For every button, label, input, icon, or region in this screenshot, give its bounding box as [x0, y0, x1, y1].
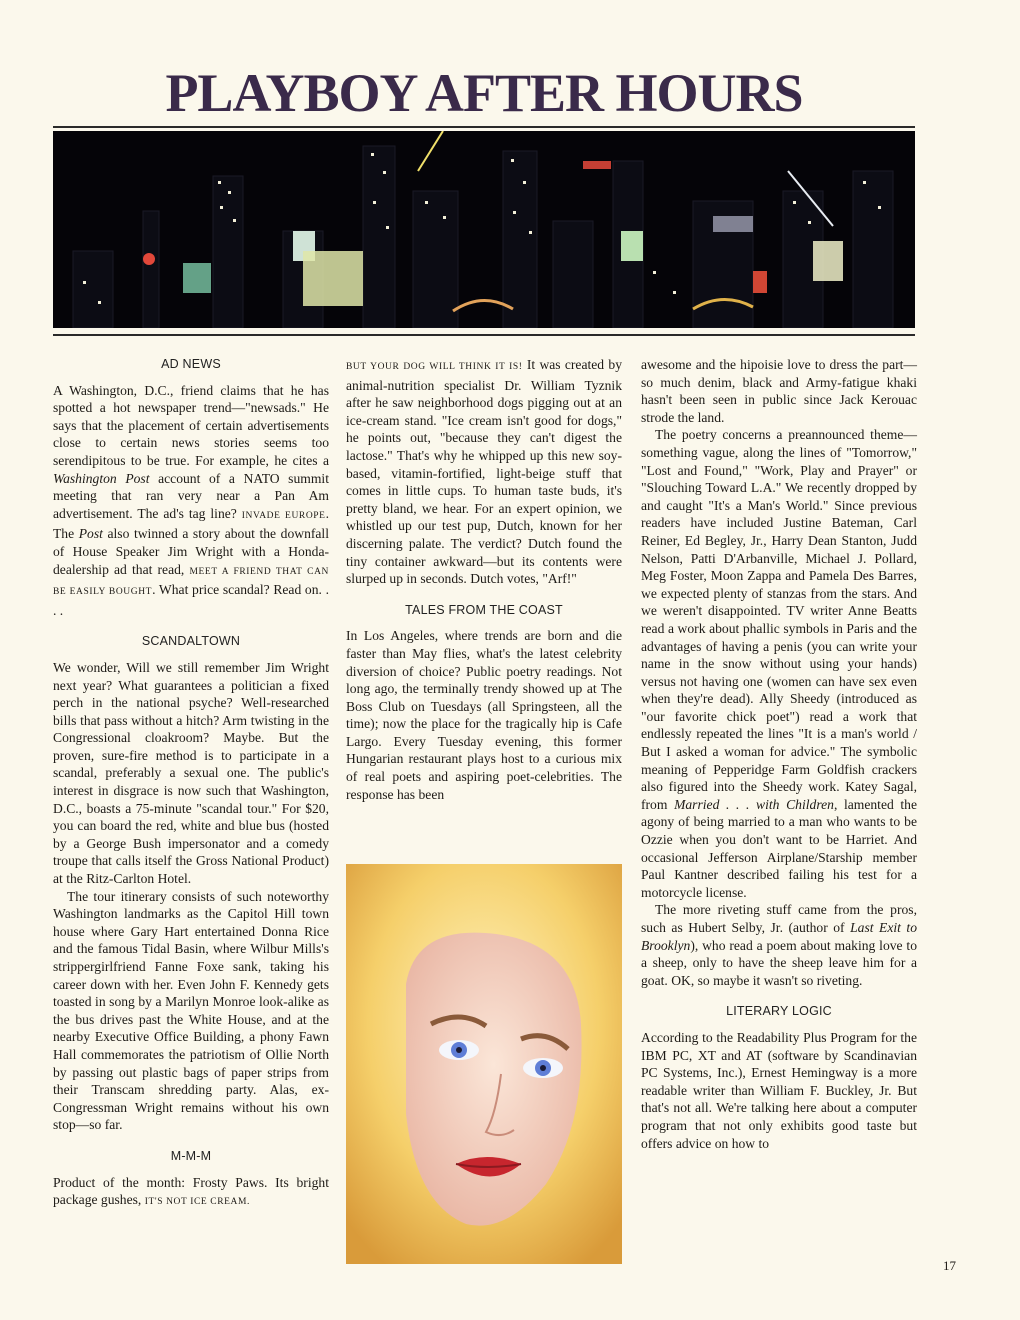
- column-2: [346, 356, 622, 803]
- title-rule-top: [53, 126, 915, 128]
- heading-tales-from-the-coast: TALES FROM THE COAST: [405, 602, 563, 617]
- heading-m-m-m: M-M-M: [170, 1148, 212, 1163]
- literary-logic-paragraph: According to the Readability Plus Program for the IBM PC, XT and AT (software by Scandinavian PC Systems, Inc.), Ernest Hemingway is a more readable writer than William F. Buckley, Jr. But that's not all. We're talking here about a computer program that not only exhibits good taste but offers advice on how to: [641, 1029, 917, 1151]
- page-number: 17: [943, 1258, 956, 1273]
- m-m-m-paragraph: Product of the month: Frosty Paws. Its bright package gushes, IT'S NOT ICE CREAM.: [53, 1174, 329, 1208]
- portrait-illustration: [346, 864, 622, 1264]
- tales-paragraph-2: awesome and the hipoisie love to dress the part—so much denim, black and Army-fatigue khaki hasn't been seen in public since Jack Kerouac strode the land.: [641, 357, 917, 425]
- scandaltown-paragraph-1: We wonder, Will we still remember Jim Wright next year? What guarantees a politician a fixed perch in the national psyche? Well-researched bills that pass without a hitch? Arm twisting in the Congressional cloakroom? Maybe. But the proven, sure-fire method is to participate in a scandal, preferably a sexual one. The public's interest in disgrace is now such that Washington, D.C., boasts a 75-minute "scandal tour." For $20, you can board the red, white and blue bus (hosted by a George Bush impersonator and a comedy troupe that calls itself the Gross National Product) at the Ritz-Carlton Hotel.: [53, 659, 329, 887]
- ad-news-paragraph: A Washington, D.C., friend claims that he has spotted a hot newspaper trend—"newsads." He says that the placement of certain advertisements close to certain news stories seems too serendipitous to be true. For example, he cites a Washington Post account of a NATO summit meeting that ran very near a Pan Am advertisement. The ad's tag line? INVADE EUROPE. The Post also twinned a story about the downfall of House Speaker Jim Wright with a Honda-dealership ad that read, MEET A FRIEND THAT CAN BE EASILY BOUGHT. What price scandal? Read on. . . .: [53, 382, 329, 618]
- column-1: [53, 356, 329, 1212]
- scandaltown-paragraph-2: The tour itinerary consists of such noteworthy Washington landmarks as the Capitol Hill town house where Gary Hart entertained Donna Rice and the famous Tidal Basin, where Wilbur Mills's strippergirlfriend Fanne Foxe sank, taking his career down with her. Even John F. Kennedy gets toasted in song by a Marilyn Monroe look-alike as the bus drives past the White House, and at the nearby Executive Office Building, a phony Fawn Hall commemorates the patriotism of Ollie North by passing out plastic bags of paper strips from their Transcam shredding party. Alas, ex-Congressman Wright remains without his own stop—so far.: [53, 888, 329, 1133]
- heading-ad-news: AD NEWS: [161, 357, 221, 371]
- tales-paragraph-4: The more riveting stuff came from the pros, such as Hubert Selby, Jr. (author of Last Exit to Brooklyn), who read a poem about making love to a sheep, only to have the sheep leave him for a goat. OK, so maybe it wasn't so riveting.: [641, 902, 918, 988]
- title-rule-bottom: [53, 334, 915, 336]
- m-m-m-continued: BUT YOUR DOG WILL THINK IT IS! It was created by animal-nutrition specialist Dr. William Tyznik after he saw neighborhood dogs pigging out at an ice-cream stand. "Ice cream isn't good for dogs," he points out, "because they can't digest the lactose." That's why he whipped up this new soy-based, vitamin-fortified, light-beige stuff that comes in little cups. To human taste buds, it's pretty bland, we hear. For an expert opinion, we whistled up our test pup, Dutch, known for her discerning palate. The verdict? Dutch found the tiny container awkward—but its contents were slurped up in seconds. Dutch votes, "Arf!": [346, 357, 622, 587]
- tales-paragraph-1: In Los Angeles, where trends are born and die faster than May flies, what's the latest celebrity diversion of choice? Public poetry readings. Not long ago, the terminally trendy showed up at The Boss Club on Tuesdays (all Springsteen, all the time); now the place for the tragically hip is Cafe Largo. Every Tuesday evening, this former Hungarian restaurant plays host to a curious mix of real poets and aspiring poet-celebrities. The response has been: [346, 628, 622, 802]
- heading-scandaltown: SCANDALTOWN: [141, 634, 241, 649]
- column-3: [641, 356, 917, 1152]
- tales-paragraph-3: The poetry concerns a preannounced theme—something vague, along the lines of "Tomorrow," "Lost and Found," "Work, Play and Prayer" or "Slouching Toward L.A." We recently dropped by and caught "It's a Man's World." Since previous readers have included Justine Bateman, Carl Reiner, Ed Begley, Jr., Harry Dean Stanton, Judd Nelson, Patti D'Arbanville, Michael J. Pollard, Meg Foster, Moon Zappa and Pamela Des Barres, we expected plenty of stanzas from the stars. And we weren't disappointed. TV writer Anne Beatts read a work about phallic symbols in Paris and the advantages of having a penis (you can write your name in the snow without using your hands) versus not having one (women can have sex even when they're dead). Ally Sheedy (introduced as "our favorite chick poet") read a work that endlessly repeated the lines "It is a man's world / But I asked a woman for advice." The symbolic meaning of Pepperidge Farm Goldfish crackers also figured into the Sheedy work. Katey Sagal, from Married . . . with Children, lamented the agony of being married to a man who wants to be Ozzie when you don't want to be Harriet. And occasional Jefferson Airplane/Starship member Paul Kantner described failing his test for a motorcycle license.: [641, 427, 918, 900]
- heading-literary-logic: LITERARY LOGIC: [726, 1004, 832, 1019]
- city-skyline-illustration: [53, 131, 915, 328]
- page-title: PLAYBOY AFTER HOURS: [165, 63, 803, 123]
